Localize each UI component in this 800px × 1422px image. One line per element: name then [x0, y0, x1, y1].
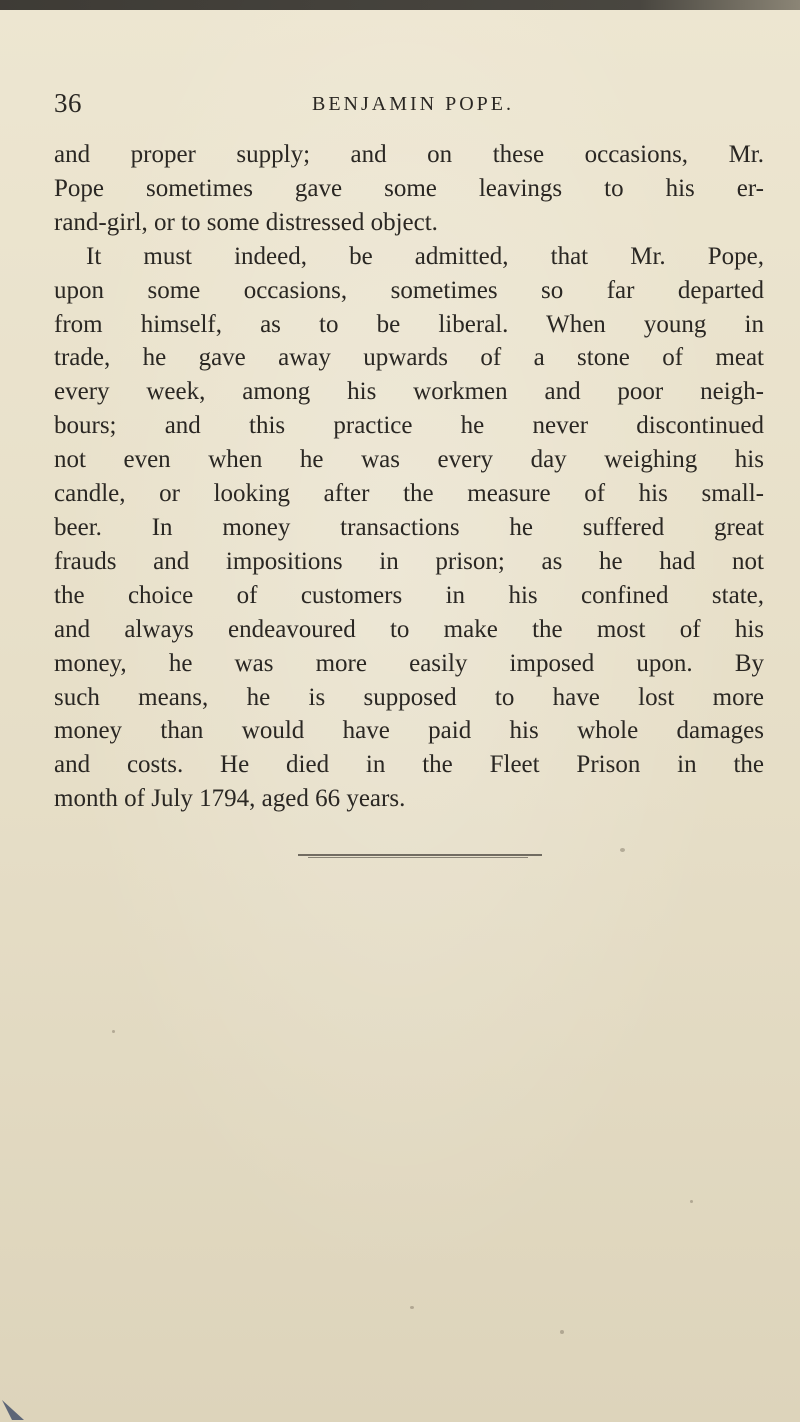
text-line: upon some occasions, sometimes so far departed: [54, 276, 764, 304]
text-line: bours; and this practice he never discontinued: [54, 412, 764, 440]
text-line: such means, he is supposed to have lost more: [54, 683, 764, 711]
paper-speck: [112, 1030, 115, 1033]
text-line: from himself, as to be liberal. When young in: [54, 310, 764, 338]
text-line: month of July 1794, aged 66 years.: [54, 785, 406, 813]
paper-speck: [560, 1330, 564, 1334]
paper-speck: [620, 848, 625, 852]
paper-speck: [410, 1306, 414, 1309]
text-line: money, he was more easily imposed upon. By: [54, 649, 764, 677]
text-line: trade, he gave away upwards of a stone of meat: [54, 344, 764, 372]
text-line: beer. In money transactions he suffered great: [54, 513, 764, 541]
text-line: and proper supply; and on these occasions, Mr.: [54, 141, 764, 168]
running-head: [54, 88, 754, 118]
text-line: candle, or looking after the measure of his small-: [54, 480, 764, 508]
text-line: money than would have paid his whole damages: [54, 717, 764, 745]
page-top-edge-shadow: [0, 0, 800, 10]
text-line: and always endeavoured to make the most of his: [54, 615, 764, 643]
text-line: frauds and impositions in prison; as he had not: [54, 547, 764, 575]
corner-scan-mark: [0, 1392, 40, 1422]
text-line: rand-girl, or to some distressed object.: [54, 208, 438, 236]
paragraph-first-line: It must indeed, be admitted, that Mr. Pope,: [86, 242, 764, 270]
text-line: the choice of customers in his confined state,: [54, 581, 764, 609]
running-head-title: BENJAMIN POPE.: [312, 93, 515, 115]
tailpiece-rule: [298, 853, 542, 859]
paper-speck: [690, 1200, 693, 1203]
text-line: and costs. He died in the Fleet Prison in the: [54, 751, 764, 779]
text-line: every week, among his workmen and poor neigh-: [54, 378, 764, 406]
body-text: [54, 138, 764, 816]
text-line: Pope sometimes gave some leavings to his er-: [54, 174, 764, 202]
text-line: not even when he was every day weighing his: [54, 446, 764, 474]
page-number: 36: [54, 88, 82, 118]
